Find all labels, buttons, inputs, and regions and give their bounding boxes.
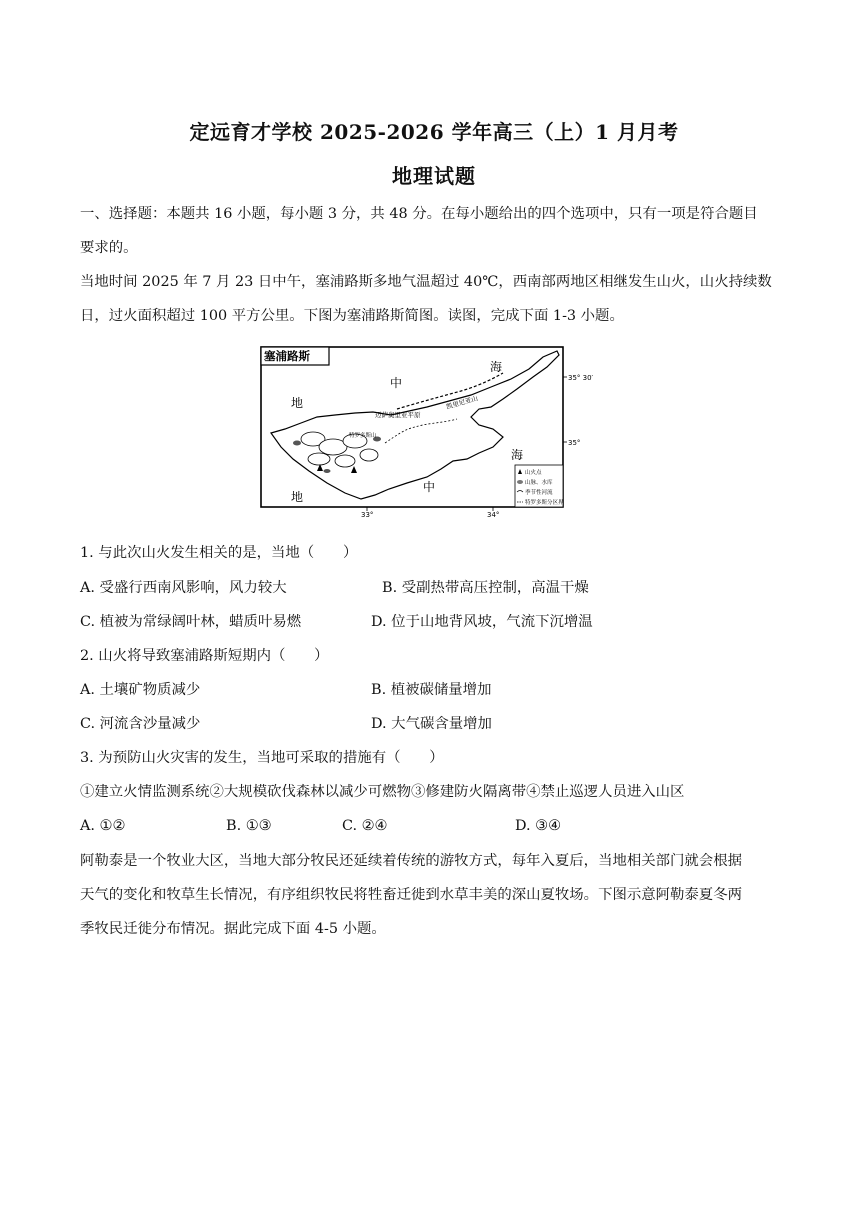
- q3-option-d: D. ③④: [515, 818, 561, 834]
- q3-option-c: C. ②④: [342, 818, 388, 834]
- map-legend: [515, 465, 564, 507]
- passage2-line3: 季牧民迁徙分布情况。据此完成下面 4-5 小题。: [80, 921, 386, 937]
- q2-option-b: B. 植被碳储量增加: [371, 682, 492, 698]
- plain-label: 迈萨奥里亚平原: [375, 411, 421, 419]
- section-instructions-line1: 一、选择题：本题共 16 小题，每小题 3 分，共 48 分。在每小题给出的四个选项中，只有一项是符合题目: [80, 206, 758, 222]
- passage1-line1: 当地时间 2025 年 7 月 23 日中午，塞浦路斯多地气温超过 40℃，西南部两地区相继发生山火，山火持续数: [80, 274, 772, 290]
- legend-boundary: 特罗多斯分区界: [525, 500, 564, 506]
- exam-subtitle: 地理试题: [392, 164, 476, 188]
- q3-option-a: A. ①②: [80, 818, 126, 834]
- sea-char-2: 中: [390, 376, 403, 390]
- q2-option-c: C. 河流含沙量减少: [80, 716, 201, 732]
- passage2-line1: 阿勒泰是一个牧业大区，当地大部分牧民还延续着传统的游牧方式，每年入夏后，当地相关部门就会根据: [80, 853, 742, 869]
- q3-measures: ①建立火情监测系统②大规模砍伐森林以减少可燃物③修建防火隔离带④禁止巡逻人员进入山区: [80, 784, 685, 800]
- northern-range-label: 凯里尼亚山: [445, 394, 479, 411]
- q1-option-d: D. 位于山地背风坡，气流下沉增温: [371, 614, 593, 630]
- q1-stem: 1. 与此次山火发生相关的是，当地（ ）: [80, 545, 358, 561]
- lon-34: 34°: [487, 511, 500, 519]
- map-title: 塞浦路斯: [264, 349, 310, 363]
- lat-35: 35°: [568, 439, 581, 447]
- lat-35-30: 35° 30′: [568, 374, 594, 382]
- legend-river: 季节性河流: [525, 490, 553, 496]
- sea-char-1: 地: [291, 396, 304, 410]
- legend-fire: 山火点: [525, 470, 542, 476]
- sea-char-4: 海: [511, 448, 524, 462]
- sea-char-3: 海: [490, 360, 503, 374]
- cyprus-map: [257, 343, 594, 519]
- q3-stem: 3. 为预防山火灾害的发生，当地可采取的措施有（ ）: [80, 750, 444, 766]
- q2-option-a: A. 土壤矿物质减少: [80, 682, 201, 698]
- q1-option-b: B. 受副热带高压控制，高温干燥: [382, 580, 589, 596]
- passage1-line2: 日，过火面积超过 100 平方公里。下图为塞浦路斯简图。读图，完成下面 1-3 小题。: [80, 308, 624, 324]
- q2-option-d: D. 大气碳含量增加: [371, 716, 492, 732]
- legend-mountain: 山脉、水库: [525, 480, 553, 486]
- troodos-label: 特罗多斯山: [349, 433, 377, 439]
- q1-option-a: A. 受盛行西南风影响，风力较大: [80, 580, 287, 596]
- lon-33: 33°: [361, 511, 374, 519]
- q3-option-b: B. ①③: [226, 818, 272, 834]
- q1-option-c: C. 植被为常绿阔叶林，蜡质叶易燃: [80, 614, 302, 630]
- sea-char-5: 地: [291, 490, 304, 504]
- exam-title: 定远育才学校 2025-2026 学年高三（上）1 月月考: [189, 120, 679, 144]
- passage2-line2: 天气的变化和牧草生长情况，有序组织牧民将牲畜迁徙到水草丰美的深山夏牧场。下图示意阿勒泰夏冬两: [80, 887, 742, 903]
- section-instructions-line2: 要求的。: [80, 240, 138, 256]
- q2-stem: 2. 山火将导致塞浦路斯短期内（ ）: [80, 648, 329, 664]
- sea-char-6: 中: [423, 480, 436, 494]
